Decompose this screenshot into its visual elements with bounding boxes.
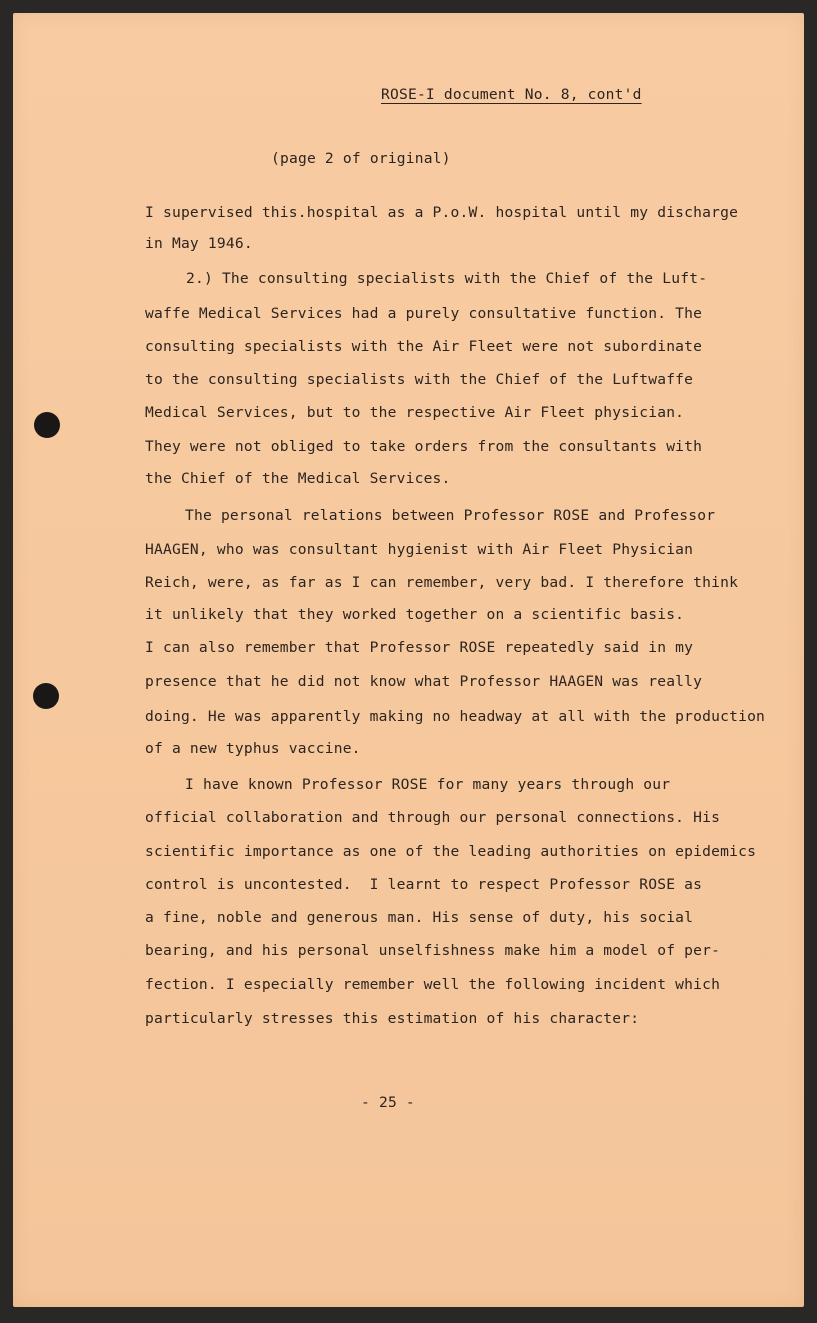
punch-hole-top bbox=[34, 412, 60, 438]
body-line: They were not obliged to take orders from the consultants with bbox=[145, 438, 703, 455]
body-line: I have known Professor ROSE for many years through our bbox=[185, 776, 671, 793]
body-line: a fine, noble and generous man. His sense of duty, his social bbox=[145, 909, 694, 926]
body-line: scientific importance as one of the leading authorities on epidemics bbox=[145, 843, 757, 860]
body-line: Medical Services, but to the respective Air Fleet physician. bbox=[145, 404, 685, 421]
page-number: - 25 - bbox=[361, 1094, 415, 1111]
body-line: control is uncontested. I learnt to respect Professor ROSE as bbox=[145, 876, 703, 893]
body-line: the Chief of the Medical Services. bbox=[145, 470, 451, 487]
body-line: I can also remember that Professor ROSE repeatedly said in my bbox=[145, 639, 694, 656]
body-line: presence that he did not know what Professor HAAGEN was really bbox=[145, 673, 703, 690]
body-line: to the consulting specialists with the Chief of the Luftwaffe bbox=[145, 371, 694, 388]
page-reference: (page 2 of original) bbox=[271, 150, 451, 167]
body-line: The personal relations between Professor ROSE and Professor bbox=[185, 507, 716, 524]
body-line: Reich, were, as far as I can remember, very bad. I therefore think bbox=[145, 574, 739, 591]
body-line: consulting specialists with the Air Fleet were not subordinate bbox=[145, 338, 703, 355]
body-line: particularly stresses this estimation of his character: bbox=[145, 1010, 640, 1027]
punch-hole-bottom bbox=[33, 683, 59, 709]
body-line: 2.) The consulting specialists with the Chief of the Luft- bbox=[186, 270, 708, 287]
body-line: in May 1946. bbox=[145, 235, 253, 252]
body-line: waffe Medical Services had a purely consultative function. The bbox=[145, 305, 703, 322]
body-line: fection. I especially remember well the following incident which bbox=[145, 976, 721, 993]
body-line: I supervised this.hospital as a P.o.W. hospital until my discharge bbox=[145, 204, 739, 221]
body-line: of a new typhus vaccine. bbox=[145, 740, 361, 757]
body-line: bearing, and his personal unselfishness make him a model of per- bbox=[145, 942, 721, 959]
body-line: HAAGEN, who was consultant hygienist with Air Fleet Physician bbox=[145, 541, 694, 558]
body-line: it unlikely that they worked together on a scientific basis. bbox=[145, 606, 685, 623]
body-line: doing. He was apparently making no headway at all with the production bbox=[145, 708, 766, 725]
document-header: ROSE-I document No. 8, cont'd bbox=[381, 86, 642, 103]
body-line: official collaboration and through our personal connections. His bbox=[145, 809, 721, 826]
